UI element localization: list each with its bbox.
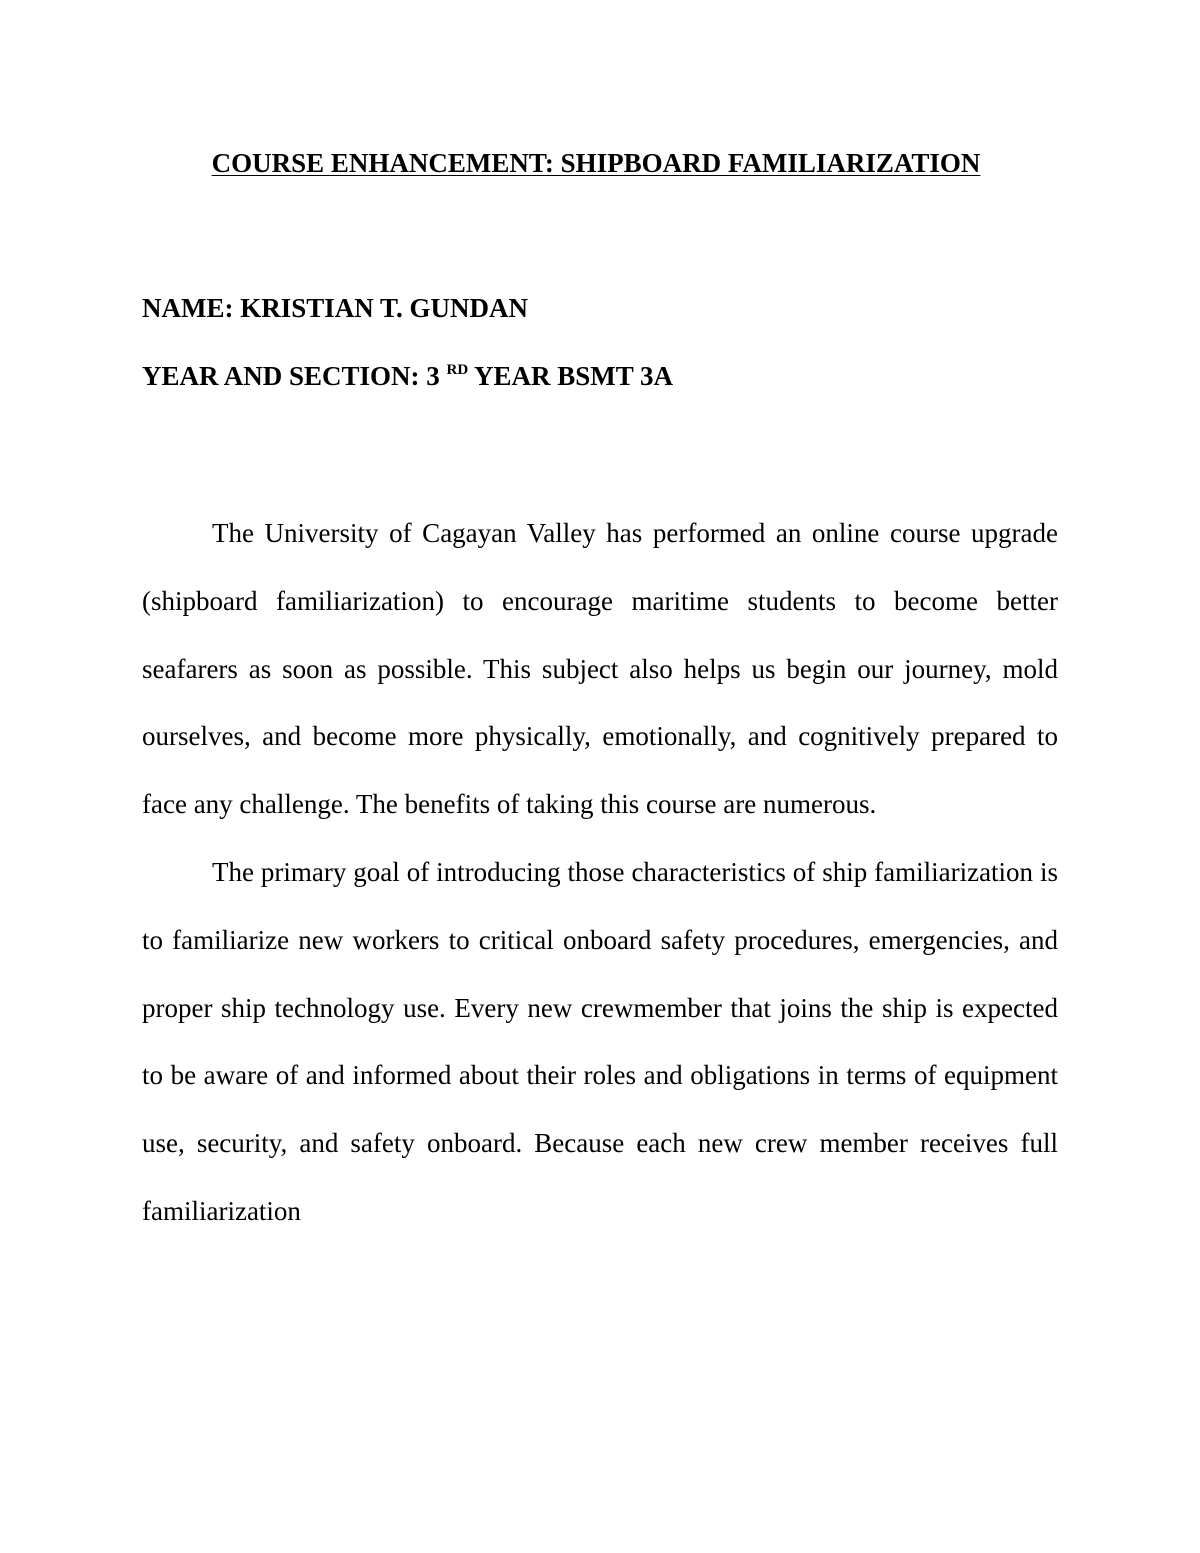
document-title: COURSE ENHANCEMENT: SHIPBOARD FAMILIARIZATION (211, 148, 981, 178)
paragraph-2: The primary goal of introducing those characteristics of ship familiarization is to familiarize new workers to critical onboard safety procedures, emergencies, and proper ship technology use. Every new crewmember that joins the ship is expected to be aware of and informed about their roles and obligations in terms of equipment use, security, and safety onboard. Because each new crew member receives full familiarization (142, 856, 1058, 1226)
section-suffix: YEAR BSMT 3A (468, 361, 673, 391)
year-and-section (142, 356, 673, 396)
essay-body (142, 500, 1058, 1246)
section-superscript: RD (446, 362, 469, 378)
section-prefix: YEAR AND SECTION: 3 (142, 361, 440, 391)
student-name: NAME: KRISTIAN T. GUNDAN (142, 293, 529, 323)
paragraph-1: The University of Cagayan Valley has performed an online course upgrade (shipboard familiarization) to encourage maritime students to become better seafarers as soon as possible. This subject also helps us begin our journey, mold ourselves, and become more physically, emotionally, and cognitively prepared to face any challenge. The benefits of taking this course are numerous. (142, 518, 1058, 820)
